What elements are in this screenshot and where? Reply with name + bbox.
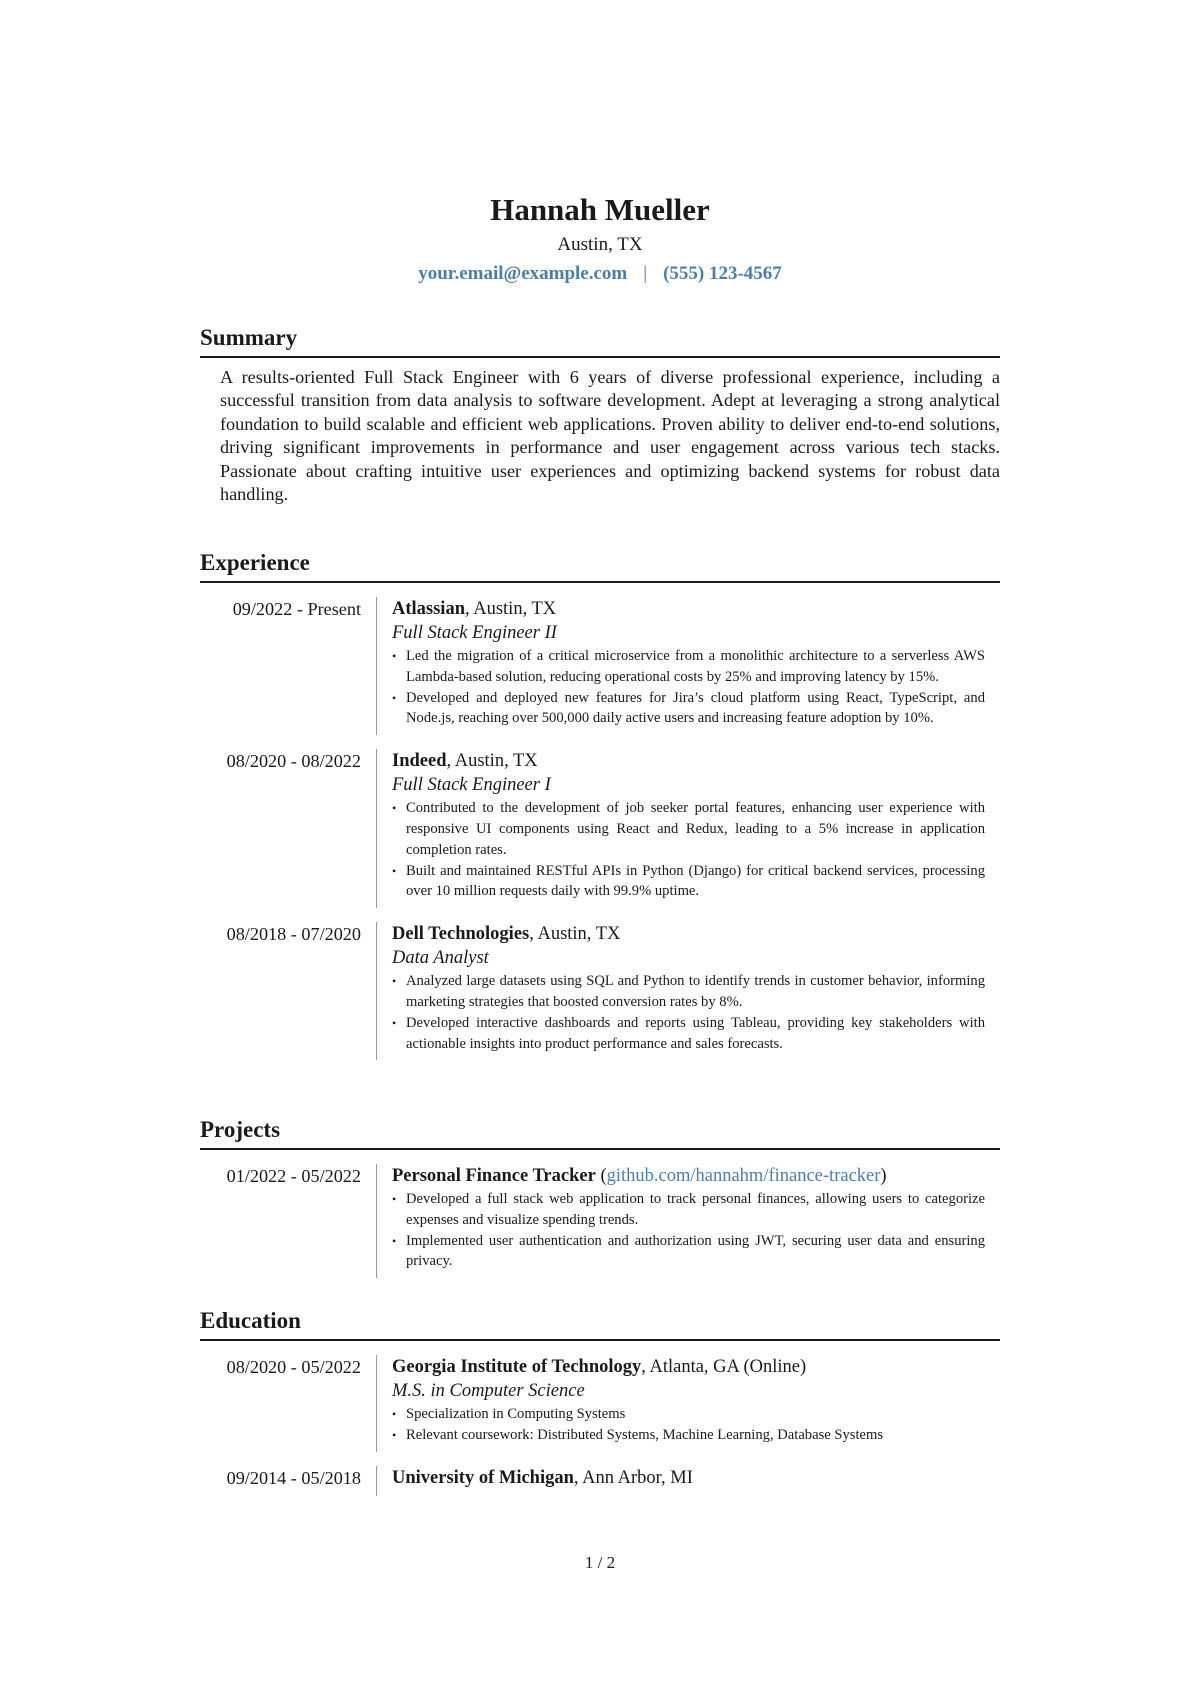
company-name: Atlassian bbox=[392, 599, 465, 619]
section-title-projects: Projects bbox=[200, 1115, 1000, 1150]
bullet-item: • Built and maintained RESTful APIs in Python (Django) for critical backend services, processing over 10 million requests daily with 99.9% uptime. bbox=[392, 861, 985, 903]
candidate-name: Hannah Mueller bbox=[490, 192, 710, 227]
education-entry bbox=[200, 1355, 1000, 1452]
contact-separator: | bbox=[643, 263, 648, 284]
resume-header bbox=[200, 190, 1000, 288]
entry-heading bbox=[392, 597, 985, 621]
bullet-list bbox=[392, 971, 985, 1054]
close-paren: ) bbox=[880, 1166, 887, 1186]
bullet-list bbox=[392, 1189, 985, 1272]
education-section bbox=[200, 1306, 1000, 1496]
company-location: , Austin, TX bbox=[465, 599, 557, 619]
entry-date: 08/2018 - 07/2020 bbox=[226, 924, 361, 945]
experience-entry bbox=[200, 922, 1000, 1060]
bullet-item: • Analyzed large datasets using SQL and Python to identify trends in customer behavior, informing marketing strategies that boosted conversion rates by 8%. bbox=[392, 971, 985, 1013]
projects-section bbox=[200, 1115, 1000, 1278]
school-name: Georgia Institute of Technology bbox=[392, 1357, 642, 1377]
open-paren: ( bbox=[595, 1166, 607, 1186]
bullet-list bbox=[392, 1404, 985, 1446]
section-title-education: Education bbox=[200, 1306, 1000, 1341]
entry-date: 09/2022 - Present bbox=[232, 599, 361, 619]
contact-line bbox=[200, 260, 1000, 288]
bullet-item: • Developed interactive dashboards and reports using Tableau, providing key stakeholders with actionable insights into product performance and sales forecasts. bbox=[392, 1013, 985, 1055]
entry-date: 09/2014 - 05/2018 bbox=[226, 1467, 361, 1488]
entry-heading bbox=[392, 1466, 985, 1490]
bullet-item: • Contributed to the development of job seeker portal features, enhancing user experience with responsive UI components using React and Redux, leading to a 5% increase in application completion rates. bbox=[392, 798, 985, 860]
entry-body bbox=[376, 1164, 985, 1278]
experience-entry bbox=[200, 597, 1000, 735]
entry-heading bbox=[392, 1164, 985, 1188]
bullet-list bbox=[392, 646, 985, 729]
project-entry bbox=[200, 1164, 1000, 1278]
email-link[interactable]: your.email@example.com bbox=[418, 263, 628, 284]
entry-heading bbox=[392, 1355, 985, 1379]
project-link[interactable]: github.com/hannahm/finance-tracker bbox=[606, 1166, 881, 1186]
bullet-item: • Developed a full stack web application to track personal finances, allowing users to categorize expenses and visualize spending trends. bbox=[392, 1189, 985, 1231]
project-name: Personal Finance Tracker bbox=[392, 1166, 596, 1186]
entry-body bbox=[376, 922, 985, 1060]
section-title-experience: Experience bbox=[200, 548, 1000, 583]
bullet-list bbox=[392, 798, 985, 902]
entry-date: 01/2022 - 05/2022 bbox=[226, 1166, 361, 1186]
bullet-item: • Specialization in Computing Systems bbox=[392, 1404, 985, 1425]
entry-body bbox=[376, 597, 985, 735]
education-entry bbox=[200, 1466, 1000, 1496]
summary-text: A results-oriented Full Stack Engineer with 6 years of diverse professional experience, including a successful transition from data analysis to software development. Adept at leveraging a strong analytical foundation to build scalable and efficient web applications. Proven ability to deliver end-to-end solutions, driving significant improvements in performance and user engagement across various tech stacks. Passionate about crafting intuitive user experiences and optimizing backend systems for robust data handling. bbox=[220, 367, 1000, 505]
school-location: , Atlanta, GA (Online) bbox=[641, 1357, 807, 1377]
degree: M.S. in Computer Science bbox=[392, 1381, 585, 1401]
entry-date: 08/2020 - 05/2022 bbox=[226, 1357, 361, 1377]
bullet-item: • Implemented user authentication and authorization using JWT, securing user data and ensuring privacy. bbox=[392, 1231, 985, 1273]
entry-heading bbox=[392, 749, 985, 773]
bullet-item: • Led the migration of a critical microservice from a monolithic architecture to a serverless AWS Lambda-based solution, reducing operational costs by 25% and improving latency by 15%. bbox=[392, 646, 985, 688]
summary-section bbox=[200, 323, 1000, 506]
experience-section bbox=[200, 548, 1000, 1060]
school-location: , Ann Arbor, MI bbox=[573, 1467, 693, 1488]
entry-body bbox=[376, 1355, 985, 1452]
school-name: University of Michigan bbox=[392, 1467, 574, 1488]
job-title: Data Analyst bbox=[392, 948, 489, 969]
phone-link[interactable]: (555) 123-4567 bbox=[663, 263, 782, 284]
experience-entry bbox=[200, 749, 1000, 908]
job-title: Full Stack Engineer II bbox=[392, 623, 557, 643]
entry-body bbox=[376, 1466, 985, 1496]
job-title: Full Stack Engineer I bbox=[392, 775, 551, 796]
resume-page bbox=[200, 0, 1000, 1683]
candidate-location: Austin, TX bbox=[557, 234, 643, 255]
company-location: , Austin, TX bbox=[529, 924, 621, 945]
bullet-item: • Developed and deployed new features for Jira’s cloud platform using React, TypeScript, and Node.js, reaching over 500,000 daily active users and increasing feature adoption by 10%. bbox=[392, 688, 985, 730]
entry-heading bbox=[392, 922, 985, 946]
company-location: , Austin, TX bbox=[446, 751, 538, 772]
company-name: Dell Technologies bbox=[392, 924, 530, 945]
section-title-summary: Summary bbox=[200, 323, 1000, 358]
bullet-item: • Relevant coursework: Distributed Systems, Machine Learning, Database Systems bbox=[392, 1425, 985, 1446]
entry-date: 08/2020 - 08/2022 bbox=[226, 751, 361, 772]
company-name: Indeed bbox=[392, 751, 447, 772]
entry-body bbox=[376, 749, 985, 908]
page-number: 1 / 2 bbox=[584, 1553, 616, 1572]
